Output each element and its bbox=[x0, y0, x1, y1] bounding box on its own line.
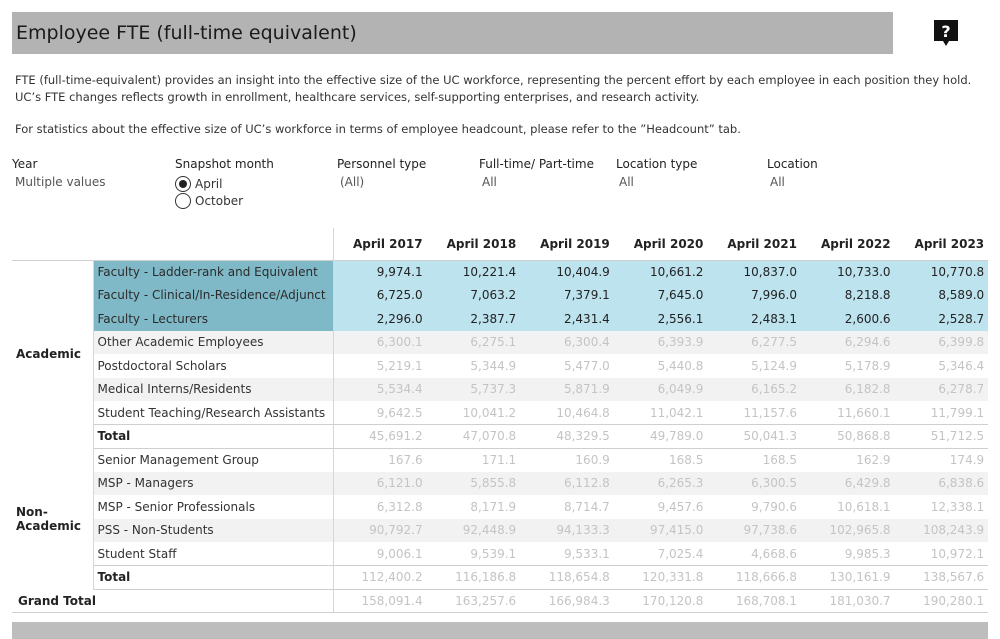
grand-total-value-cell[interactable]: 181,030.7 bbox=[801, 589, 895, 613]
fte-value-cell[interactable]: 6,312.8 bbox=[376, 499, 423, 514]
fte-value-cell[interactable]: 12,338.1 bbox=[930, 499, 985, 514]
fte-value-cell[interactable]: 2,600.6 bbox=[801, 307, 895, 331]
column-header-year[interactable]: April 2023 bbox=[895, 228, 989, 260]
fte-value-cell[interactable]: 5,344.9 bbox=[470, 358, 517, 373]
total-value-cell[interactable]: 138,567.6 bbox=[895, 566, 989, 590]
fte-value-cell[interactable]: 5,534.4 bbox=[333, 378, 427, 402]
personnel-type-value[interactable]: (All) bbox=[340, 175, 365, 189]
column-header-year[interactable]: April 2018 bbox=[427, 228, 521, 260]
table-row[interactable] bbox=[12, 260, 988, 284]
total-row[interactable] bbox=[12, 425, 988, 449]
table-row[interactable] bbox=[12, 401, 988, 425]
fte-value-cell[interactable]: 6,294.6 bbox=[801, 331, 895, 355]
fulltime-parttime-value[interactable]: All bbox=[482, 175, 497, 189]
row-label[interactable]: MSP - Senior Professionals bbox=[93, 495, 333, 519]
radio-october[interactable] bbox=[175, 192, 274, 209]
fte-value-cell[interactable]: 6,393.9 bbox=[614, 331, 708, 355]
fte-value-cell[interactable]: 2,387.7 bbox=[427, 307, 521, 331]
snapshot-month-label: Snapshot month bbox=[175, 157, 274, 171]
fte-value-cell[interactable]: 6,121.0 bbox=[333, 472, 427, 496]
total-value-cell[interactable]: 49,789.0 bbox=[614, 425, 708, 449]
table-row[interactable] bbox=[12, 378, 988, 402]
total-value-cell[interactable]: 112,400.2 bbox=[333, 566, 427, 590]
fte-value-cell[interactable]: 6,300.1 bbox=[333, 331, 427, 355]
headcount-note: For statistics about the effective size of UC’s workforce in terms of employee headcount, please refer to the ”Headcount” tab. bbox=[15, 122, 741, 136]
grand-total-value-cell[interactable]: 190,280.1 bbox=[895, 589, 989, 613]
radio-april[interactable] bbox=[175, 175, 274, 192]
total-value-cell[interactable]: 50,041.3 bbox=[707, 425, 801, 449]
fte-table bbox=[12, 228, 988, 613]
page-title: Employee FTE (full-time equivalent) bbox=[16, 22, 357, 44]
year-filter[interactable] bbox=[12, 157, 106, 189]
column-header-year[interactable]: April 2021 bbox=[707, 228, 801, 260]
fte-value-cell[interactable]: 97,415.0 bbox=[614, 519, 708, 543]
total-value-cell[interactable]: 51,712.5 bbox=[895, 425, 989, 449]
row-label[interactable]: Faculty - Ladder-rank and Equivalent bbox=[93, 260, 333, 284]
column-header-year[interactable]: April 2019 bbox=[520, 228, 614, 260]
fte-value-cell[interactable]: 2,483.1 bbox=[707, 307, 801, 331]
svg-text:?: ? bbox=[941, 22, 951, 41]
row-label[interactable]: Other Academic Employees bbox=[93, 331, 333, 355]
fte-value-cell[interactable]: 11,660.1 bbox=[837, 405, 891, 420]
column-header-year[interactable]: April 2017 bbox=[333, 228, 427, 260]
grand-total-label: Grand Total bbox=[12, 589, 333, 613]
table-header-row bbox=[12, 228, 988, 260]
fte-value-cell[interactable]: 5,855.8 bbox=[427, 472, 521, 496]
fte-value-cell[interactable]: 6,277.5 bbox=[707, 331, 801, 355]
fte-value-cell[interactable]: 6,275.1 bbox=[427, 331, 521, 355]
fte-value-cell[interactable]: 168.5 bbox=[762, 453, 797, 467]
total-value-cell[interactable]: 120,331.8 bbox=[614, 566, 708, 590]
location-type-label: Location type bbox=[616, 157, 698, 171]
fte-value-cell[interactable]: 9,790.6 bbox=[751, 499, 797, 514]
radio-april-label: April bbox=[195, 176, 223, 191]
fte-value-cell[interactable]: 6,429.8 bbox=[801, 472, 895, 496]
fte-value-cell[interactable]: 6,300.5 bbox=[707, 472, 801, 496]
fte-value-cell[interactable]: 5,219.1 bbox=[376, 358, 423, 373]
table-row[interactable] bbox=[12, 519, 988, 543]
grand-total-row[interactable] bbox=[12, 589, 988, 613]
fte-value-cell[interactable]: 7,645.0 bbox=[614, 284, 708, 308]
row-label[interactable]: Student Teaching/Research Assistants bbox=[93, 401, 333, 425]
grand-total-value-cell[interactable]: 163,257.6 bbox=[427, 589, 521, 613]
group-label: Academic bbox=[12, 260, 93, 448]
grand-total-value-cell[interactable]: 168,708.1 bbox=[707, 589, 801, 613]
radio-unselected-icon[interactable] bbox=[175, 193, 191, 209]
fte-value-cell[interactable]: 10,041.2 bbox=[462, 405, 517, 420]
fte-value-cell[interactable]: 7,063.2 bbox=[427, 284, 521, 308]
fte-value-cell[interactable]: 6,838.6 bbox=[895, 472, 989, 496]
fte-value-cell[interactable]: 6,265.3 bbox=[614, 472, 708, 496]
fte-value-cell[interactable]: 97,738.6 bbox=[707, 519, 801, 543]
fte-value-cell[interactable]: 162.9 bbox=[856, 453, 891, 467]
table-row[interactable] bbox=[12, 331, 988, 355]
fte-value-cell[interactable]: 102,965.8 bbox=[801, 519, 895, 543]
row-label[interactable]: MSP - Managers bbox=[93, 472, 333, 496]
total-label: Total bbox=[93, 566, 333, 590]
total-row[interactable] bbox=[12, 566, 988, 590]
grand-total-value-cell[interactable]: 158,091.4 bbox=[333, 589, 427, 613]
snapshot-month-filter bbox=[175, 157, 274, 209]
total-value-cell[interactable]: 48,329.5 bbox=[520, 425, 614, 449]
description-paragraph: FTE (full-time-equivalent) provides an insight into the effective size of the UC workforce, representing the percent effort by each employee in each position they hold. UC’s FTE changes reflects growth in enrollment, healthcare services, self-supporting enterprises, and research activity. bbox=[15, 73, 972, 104]
radio-selected-icon[interactable] bbox=[175, 176, 191, 192]
fte-value-cell[interactable]: 10,221.4 bbox=[427, 260, 521, 284]
fte-value-cell[interactable]: 168.5 bbox=[669, 453, 704, 467]
total-value-cell[interactable]: 47,070.8 bbox=[427, 425, 521, 449]
location-value[interactable]: All bbox=[770, 175, 785, 189]
fte-value-cell[interactable]: 7,996.0 bbox=[707, 284, 801, 308]
page-title-bar bbox=[12, 12, 893, 54]
year-filter-label: Year bbox=[12, 157, 38, 171]
total-label: Total bbox=[93, 425, 333, 449]
fte-value-cell[interactable]: 8,589.0 bbox=[895, 284, 989, 308]
fte-value-cell[interactable]: 171.1 bbox=[481, 453, 517, 467]
fte-value-cell[interactable]: 2,556.1 bbox=[614, 307, 708, 331]
fte-value-cell[interactable]: 6,049.9 bbox=[614, 378, 708, 402]
fte-value-cell[interactable]: 5,440.8 bbox=[657, 358, 704, 373]
location-filter[interactable] bbox=[767, 157, 818, 189]
row-label[interactable]: Student Staff bbox=[93, 542, 333, 566]
fte-value-cell[interactable]: 2,528.7 bbox=[895, 307, 989, 331]
row-label[interactable]: Postdoctoral Scholars bbox=[93, 354, 333, 378]
grand-total-value-cell[interactable]: 170,120.8 bbox=[614, 589, 708, 613]
year-filter-value[interactable]: Multiple values bbox=[15, 175, 106, 189]
fte-value-cell[interactable]: 6,278.7 bbox=[895, 378, 989, 402]
table-row[interactable] bbox=[12, 307, 988, 331]
location-label: Location bbox=[767, 157, 818, 171]
fte-value-cell[interactable]: 6,725.0 bbox=[333, 284, 427, 308]
fte-value-cell[interactable]: 160.9 bbox=[575, 453, 610, 467]
fte-value-cell[interactable]: 4,668.6 bbox=[751, 546, 797, 561]
fte-value-cell[interactable]: 10,661.2 bbox=[614, 260, 708, 284]
fte-value-cell[interactable]: 10,837.0 bbox=[707, 260, 801, 284]
location-type-value[interactable]: All bbox=[619, 175, 634, 189]
row-label[interactable]: Medical Interns/Residents bbox=[93, 378, 333, 402]
fte-value-cell[interactable]: 10,464.8 bbox=[556, 405, 610, 420]
fulltime-parttime-label: Full-time/ Part-time bbox=[479, 157, 594, 171]
total-value-cell[interactable]: 50,868.8 bbox=[801, 425, 895, 449]
row-label[interactable]: Senior Management Group bbox=[93, 448, 333, 472]
fte-value-cell[interactable]: 9,642.5 bbox=[376, 405, 423, 420]
help-question-icon[interactable] bbox=[932, 18, 960, 48]
fte-value-cell[interactable]: 174.9 bbox=[949, 453, 985, 467]
grand-total-value-cell[interactable]: 166,984.3 bbox=[520, 589, 614, 613]
location-type-filter[interactable] bbox=[616, 157, 697, 189]
table-row[interactable] bbox=[12, 472, 988, 496]
fte-value-cell[interactable]: 11,042.1 bbox=[649, 405, 704, 420]
total-value-cell[interactable]: 130,161.9 bbox=[801, 566, 895, 590]
fte-value-cell[interactable]: 10,404.9 bbox=[520, 260, 614, 284]
fte-value-cell[interactable]: 94,133.3 bbox=[520, 519, 614, 543]
fte-value-cell[interactable]: 167.6 bbox=[388, 453, 423, 467]
fte-value-cell[interactable]: 9,457.6 bbox=[657, 499, 704, 514]
row-label[interactable]: Faculty - Clinical/In-Residence/Adjunct bbox=[93, 284, 333, 308]
row-label[interactable]: PSS - Non-Students bbox=[93, 519, 333, 543]
total-value-cell[interactable]: 118,654.8 bbox=[520, 566, 614, 590]
group-label: Non- Academic bbox=[12, 448, 93, 589]
fte-value-cell[interactable]: 9,974.1 bbox=[333, 260, 427, 284]
fte-value-cell[interactable]: 11,157.6 bbox=[743, 405, 797, 420]
fte-value-cell[interactable]: 9,985.3 bbox=[844, 546, 891, 561]
table-row[interactable] bbox=[12, 542, 988, 566]
column-header-year[interactable]: April 2022 bbox=[801, 228, 895, 260]
table-row[interactable] bbox=[12, 448, 988, 472]
fte-value-cell[interactable]: 5,477.0 bbox=[563, 358, 610, 373]
fte-value-cell[interactable]: 5,346.4 bbox=[938, 358, 985, 373]
personnel-type-filter[interactable] bbox=[337, 157, 426, 189]
fte-value-cell[interactable]: 8,714.7 bbox=[563, 499, 610, 514]
fte-value-cell[interactable]: 8,218.8 bbox=[801, 284, 895, 308]
column-header-year[interactable]: April 2020 bbox=[614, 228, 708, 260]
row-label[interactable]: Faculty - Lecturers bbox=[93, 307, 333, 331]
fte-value-cell[interactable]: 10,972.1 bbox=[930, 546, 985, 561]
fte-value-cell[interactable]: 92,448.9 bbox=[427, 519, 521, 543]
fte-value-cell[interactable]: 7,025.4 bbox=[657, 546, 704, 561]
fte-value-cell[interactable]: 2,431.4 bbox=[520, 307, 614, 331]
personnel-type-label: Personnel type bbox=[337, 157, 427, 171]
fte-value-cell[interactable]: 10,733.0 bbox=[801, 260, 895, 284]
total-value-cell[interactable]: 118,666.8 bbox=[707, 566, 801, 590]
fte-value-cell[interactable]: 6,300.4 bbox=[520, 331, 614, 355]
bottom-bar bbox=[12, 622, 988, 639]
fte-value-cell[interactable]: 5,871.9 bbox=[520, 378, 614, 402]
fte-value-cell[interactable]: 10,770.8 bbox=[895, 260, 989, 284]
table-row[interactable] bbox=[12, 354, 988, 378]
fte-value-cell[interactable]: 6,399.8 bbox=[895, 331, 989, 355]
fte-value-cell[interactable]: 5,737.3 bbox=[427, 378, 521, 402]
fte-value-cell[interactable]: 6,165.2 bbox=[707, 378, 801, 402]
fte-value-cell[interactable]: 8,171.9 bbox=[470, 499, 517, 514]
fte-value-cell[interactable]: 9,006.1 bbox=[376, 546, 423, 561]
radio-october-label: October bbox=[195, 193, 244, 208]
fte-value-cell[interactable]: 10,618.1 bbox=[837, 499, 891, 514]
fte-value-cell[interactable]: 7,379.1 bbox=[520, 284, 614, 308]
table-row[interactable] bbox=[12, 284, 988, 308]
fte-value-cell[interactable]: 5,124.9 bbox=[751, 358, 797, 373]
fte-value-cell[interactable]: 9,533.1 bbox=[563, 546, 610, 561]
fte-value-cell[interactable]: 6,182.8 bbox=[801, 378, 895, 402]
total-value-cell[interactable]: 45,691.2 bbox=[333, 425, 427, 449]
fulltime-parttime-filter[interactable] bbox=[479, 157, 594, 189]
fte-value-cell[interactable]: 11,799.1 bbox=[930, 405, 985, 420]
fte-value-cell[interactable]: 90,792.7 bbox=[333, 519, 427, 543]
fte-value-cell[interactable]: 5,178.9 bbox=[844, 358, 891, 373]
table-row[interactable] bbox=[12, 495, 988, 519]
fte-value-cell[interactable]: 6,112.8 bbox=[520, 472, 614, 496]
fte-value-cell[interactable]: 108,243.9 bbox=[895, 519, 989, 543]
fte-value-cell[interactable]: 9,539.1 bbox=[470, 546, 517, 561]
fte-value-cell[interactable]: 2,296.0 bbox=[333, 307, 427, 331]
total-value-cell[interactable]: 116,186.8 bbox=[427, 566, 521, 590]
